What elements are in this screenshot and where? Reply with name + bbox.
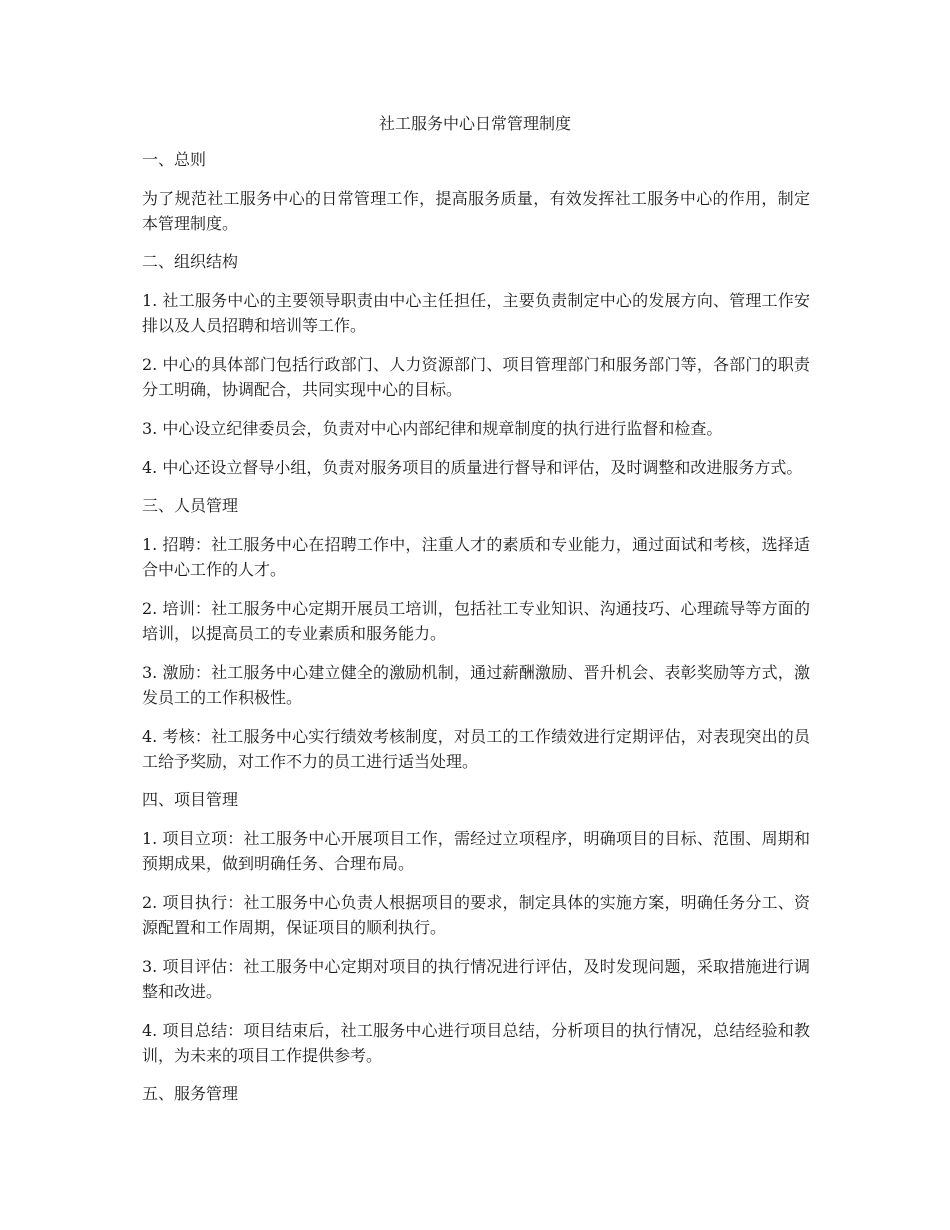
paragraph: 2. 培训：社工服务中心定期开展员工培训，包括社工专业知识、沟通技巧、心理疏导等方面的培训，以提高员工的专业素质和服务能力。 [142, 599, 810, 643]
paragraph: 1. 社工服务中心的主要领导职责由中心主任担任，主要负责制定中心的发展方向、管理工作安排以及人员招聘和培训等工作。 [142, 291, 810, 335]
section-personnel [142, 494, 810, 774]
paragraph: 2. 项目执行：社工服务中心负责人根据项目的要求，制定具体的实施方案，明确任务分工、资源配置和工作周期，保证项目的顺利执行。 [142, 893, 810, 937]
document-title: 社工服务中心日常管理制度 [378, 114, 571, 133]
section-project [142, 788, 810, 1068]
paragraph: 4. 项目总结：项目结束后，社工服务中心进行项目总结，分析项目的执行情况，总结经验和教训，为未来的项目工作提供参考。 [142, 1021, 810, 1065]
paragraph: 2. 中心的具体部门包括行政部门、人力资源部门、项目管理部门和服务部门等，各部门的职责分工明确，协调配合，共同实现中心的目标。 [142, 355, 810, 399]
document-body [142, 148, 810, 1120]
section-heading: 二、组织结构 [142, 252, 239, 271]
paragraph: 4. 中心还设立督导小组，负责对服务项目的质量进行督导和评估，及时调整和改进服务方式。 [142, 458, 803, 477]
section-heading: 四、项目管理 [142, 790, 239, 809]
section-general [142, 148, 810, 236]
section-heading: 一、总则 [142, 150, 207, 169]
section-heading: 五、服务管理 [142, 1084, 239, 1103]
section-organization [142, 250, 810, 480]
paragraph: 3. 项目评估：社工服务中心定期对项目的执行情况进行评估，及时发现问题，采取措施进行调整和改进。 [142, 957, 810, 1001]
paragraph: 3. 激励：社工服务中心建立健全的激励机制，通过薪酬激励、晋升机会、表彰奖励等方式，激发员工的工作积极性。 [142, 663, 810, 707]
paragraph: 1. 项目立项：社工服务中心开展项目工作，需经过立项程序，明确项目的目标、范围、周期和预期成果，做到明确任务、合理布局。 [142, 829, 810, 873]
paragraph: 1. 招聘：社工服务中心在招聘工作中，注重人才的素质和专业能力，通过面试和考核，选择适合中心工作的人才。 [142, 535, 810, 579]
section-heading: 三、人员管理 [142, 496, 239, 515]
paragraph: 为了规范社工服务中心的日常管理工作，提高服务质量，有效发挥社工服务中心的作用，制定本管理制度。 [142, 189, 810, 233]
paragraph: 3. 中心设立纪律委员会，负责对中心内部纪律和规章制度的执行进行监督和检查。 [142, 419, 723, 438]
paragraph: 4. 考核：社工服务中心实行绩效考核制度，对员工的工作绩效进行定期评估，对表现突出的员工给予奖励，对工作不力的员工进行适当处理。 [142, 727, 810, 771]
section-service [142, 1082, 810, 1106]
